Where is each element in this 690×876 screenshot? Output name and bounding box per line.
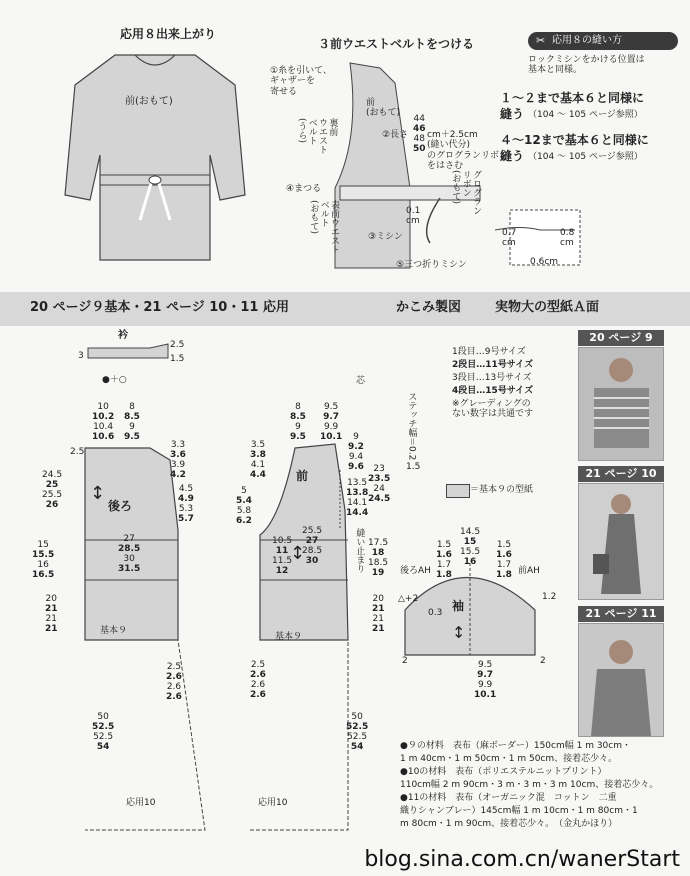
front-chest: 25.5 27 28.5 30 [302,526,323,567]
legend-grading: ※グレーディングの ない数字は共通です [452,399,534,420]
materials-11-line-1: ●11の材料 表布（オーガニック混 コットン 二重 [400,793,617,804]
sleeve-right-cap: 1.5 1.6 1.7 1.8 [496,540,512,581]
front-long: 50 52.5 52.5 54 [346,712,369,753]
sleeve-front-ah: 前AH [518,566,540,576]
materials-11-line-2: 織りシャンブレー）145cm幅 1 m 10cm・1 m 80cm・1 [400,806,638,817]
length-suffix: cm＋2.5cm (縫い代分) のグログランリボン をはさむ [427,130,509,172]
back-top-25: 2.5 [70,447,85,457]
legend-size-4: 4段目…15号サイズ [452,386,534,396]
front-arrow-icon: ↕ [290,543,306,564]
header-title-2: かこみ製図 [396,300,462,315]
photo-10 [578,483,664,600]
collar-symbol: ●＋○ [102,375,127,385]
outer-belt-label: 表前ウエスト ベルト (おもて) [308,200,340,254]
materials-10-line-2: 110cm幅 2 m 90cm・3 m・3 m・3 m 10cm、接着芯少々。 [400,780,659,791]
materials-9-line-1: ●９の材料 表布（麻ボーダー）150cm幅 1 m 30cm・ [400,741,631,751]
back-label: 後ろ [108,499,133,513]
sleeve-label: 袖 [452,599,465,613]
back-top-w: 10 10.2 10.4 10.6 [92,402,115,443]
sewing-machine-icon: ✂ [536,34,546,47]
sleeve-arrow-icon: ↕ [452,623,466,642]
back-arrow-icon: ↕ [90,483,106,504]
collar-d3: 3 [78,351,84,361]
back-applied-label: 応用10 [126,798,156,808]
length-note: ②長さ [382,130,409,140]
back-left-h: 24.5 25 25.5 26 [42,470,63,511]
bodice-front-label: 前 (おもて) [366,98,401,119]
sleeve-d03: 0.3 [428,608,443,618]
photo-11 [578,623,664,737]
step-2b: 縫う [500,149,525,163]
sleeve-back-ah: 後ろAH [400,566,431,576]
header-title-3: 実物大の型紙Ａ面 [495,300,600,315]
back-hem-side: 2.5 2.6 2.6 2.6 [166,662,182,703]
back-neck-d: 3.3 3.6 3.9 4.2 [170,440,186,481]
legend-stitch-width: ステッチ幅＝0.2 [406,392,417,461]
legend-swatch [446,484,470,498]
legend-size-3: 3段目…13号サイズ [452,373,532,383]
collar-label: 衿 [118,330,128,341]
legend-size-2: 2段目…11号サイズ [452,360,534,370]
length-values: 44 46 48 50 [413,114,426,155]
front-applied-label: 応用10 [258,798,288,808]
overlock-note: ロックミシンをかける位置は 基本と同様。 [528,55,645,76]
back-basic-label: 基本９ [100,626,128,636]
sleeve-d12: 1.2 [542,592,557,602]
back-top-w2: 8 8.5 9 9.5 [124,402,140,443]
front-hem-side: 2.5 2.6 2.6 2.6 [250,660,266,701]
back-left-mid: 15 15.5 16 16.5 [32,540,55,581]
back-long: 50 52.5 52.5 54 [92,712,115,753]
back-chest: 27 28.5 30 31.5 [118,534,141,575]
front-center-mark: 芯 [356,376,366,386]
photo-label-p10: 21 ページ 10 [578,466,664,482]
collar-d15: 1.5 [170,354,185,364]
back-side-a: 4.5 4.9 5.3 5.7 [178,484,194,525]
front-neck-l: 3.5 3.8 4.1 4.4 [250,440,266,481]
step-2-ref: （104 ～ 105 ページ参照） [528,152,643,162]
step-2: ４～12まで基本６と同様に [500,133,649,147]
materials-section [400,740,685,831]
front-right-mid: 17.5 18 18.5 19 [368,538,389,579]
how-to-sew-badge: ✂ 応用８の縫い方 [528,32,678,50]
belt-title: ３前ウエストベルトをつける [318,37,475,51]
photo-label-p11: 21 ページ 11 [578,606,664,622]
dim-06: 0.6cm [530,257,559,267]
sleeve-hem-2b: 2 [540,656,546,666]
step-1b: 縫う [500,107,525,121]
tri-fold-note: ⑤三つ折りミシン [396,260,467,270]
ribbon-label: グログラン リボン (おもて) [450,170,482,215]
header-title-1: 20 ページ９基本・21 ページ 10・11 応用 [30,300,289,315]
front-top-w: 8 8.5 9 9.5 [290,402,306,443]
front-stitch-stop: 縫い止まり [354,528,365,573]
section-header [0,292,690,326]
front-basic-label: 基本９ [275,632,303,642]
front-neck-r: 9 9.2 9.4 9.6 [348,432,364,473]
materials-11-line-3: m 80cm・1 m 90cm、接着芯少々。 （金丸かほり） [400,819,618,830]
front-inner: 10.5 11 11.5 12 [272,536,293,577]
sleeve-hem-2a: 2 [402,656,408,666]
photo-label-p9: 20 ページ 9 [578,330,664,346]
inner-belt-label: 裏前 ウエスト ベルト (うら) [296,118,338,154]
finished-garment-illustration [60,45,250,270]
pull-thread-note: ①糸を引いて、 ギャザーを 寄せる [270,66,332,97]
dim-07: 0.7 cm [502,228,517,249]
finished-title: 応用８出来上がり [120,27,217,41]
watermark: blog.sina.com.cn/wanerStart [364,847,680,872]
stitch-round-note: ④まつる [286,184,322,194]
front-label: 前 [296,469,309,483]
collar-pattern [80,340,180,380]
front-right-long: 23 23.5 24 24.5 [368,464,391,505]
sleeve-top: 14.5 15 15.5 16 [460,527,481,568]
step-1: １～２まで基本６と同様に [500,91,645,105]
back-waist-h: 20 21 21 21 [45,594,58,635]
materials-10-line-1: ●10の材料 表布（ポリエステルニットプリント） [400,767,607,778]
sleeve-bottom: 9.5 9.7 9.9 10.1 [474,660,497,701]
machine-note: ③ミシン [368,232,403,242]
photo-9 [578,347,664,461]
step-1-ref: （104 ～ 105 ページ参照） [528,110,643,120]
front-side-l: 5 5.4 5.8 6.2 [236,486,252,527]
legend-stitch-width-2: 1.5 [406,462,421,472]
front-waist-h: 20 21 21 21 [372,594,385,635]
materials-9-line-2: 1 m 40cm・1 m 50cm・1 m 50cm、接着芯少々。 [400,754,618,765]
collar-d25: 2.5 [170,340,185,350]
finished-front-label: 前(おもて) [125,96,173,107]
front-top-w2: 9.5 9.7 9.9 10.1 [320,402,343,443]
legend-size-1: 1段目…9号サイズ [452,347,526,357]
front-right-h: 13.5 13.8 14.1 14.4 [346,478,369,519]
dim-08: 0.8 cm [560,228,575,249]
sleeve-left-cap: 1.5 1.6 1.7 1.8 [436,540,452,581]
legend-basic-pattern: ＝基本９の型紙 [470,485,534,495]
offset-01: 0.1 cm [406,206,421,227]
sleeve-plus2: △+2 [398,594,419,604]
